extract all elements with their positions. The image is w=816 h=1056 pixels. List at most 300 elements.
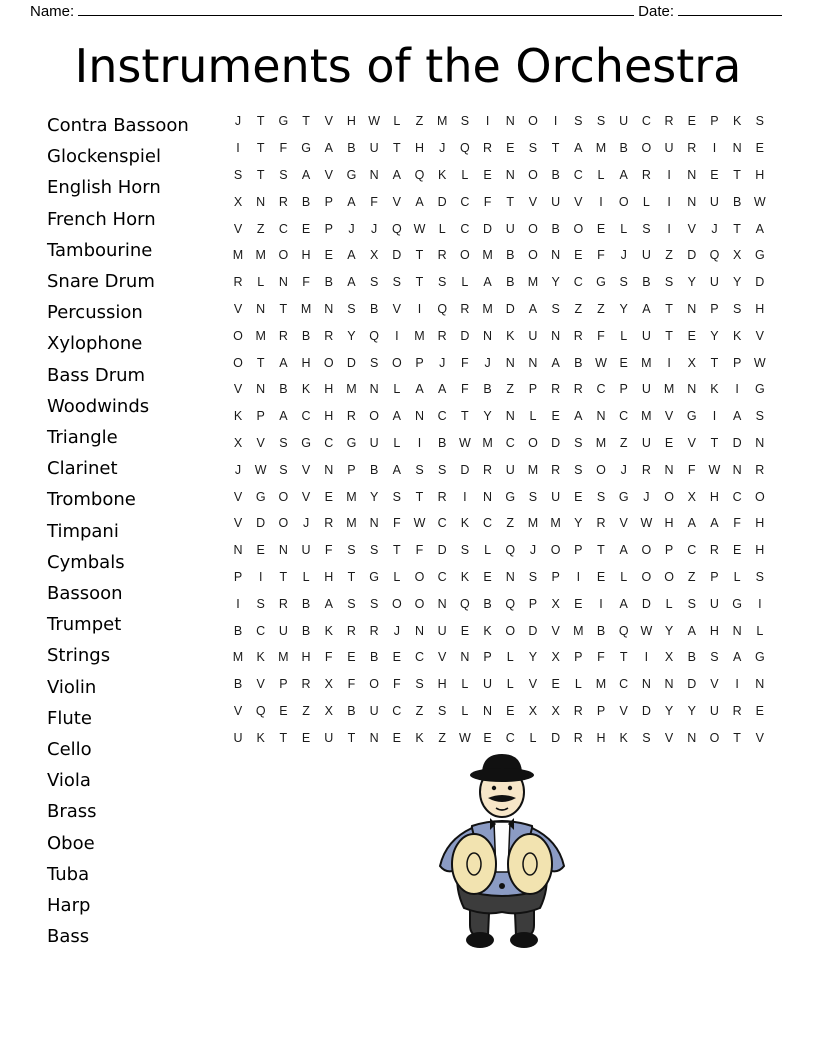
grid-cell[interactable]: P xyxy=(619,382,628,397)
grid-cell[interactable]: I xyxy=(644,650,649,665)
grid-cell[interactable]: B xyxy=(687,650,696,665)
grid-cell[interactable]: D xyxy=(437,543,447,558)
grid-cell[interactable]: N xyxy=(505,167,515,182)
grid-cell[interactable]: L xyxy=(393,114,401,129)
grid-cell[interactable]: Y xyxy=(574,516,583,531)
grid-cell[interactable]: R xyxy=(551,462,561,477)
grid-cell[interactable]: L xyxy=(529,730,537,745)
grid-cell[interactable]: T xyxy=(392,141,401,156)
grid-cell[interactable]: S xyxy=(279,167,288,182)
grid-cell[interactable]: N xyxy=(687,301,697,316)
grid-cell[interactable]: P xyxy=(279,677,288,692)
grid-cell[interactable]: Z xyxy=(415,114,424,129)
grid-cell[interactable]: T xyxy=(279,569,288,584)
grid-cell[interactable]: A xyxy=(732,650,742,665)
grid-cell[interactable]: M xyxy=(436,114,448,129)
grid-cell[interactable]: Q xyxy=(369,328,379,343)
grid-cell[interactable]: W xyxy=(708,462,721,477)
grid-cell[interactable]: S xyxy=(347,543,356,558)
grid-cell[interactable]: M xyxy=(573,623,584,638)
grid-cell[interactable]: N xyxy=(324,462,334,477)
grid-cell[interactable]: V xyxy=(551,623,560,638)
grid-cell[interactable]: M xyxy=(482,435,493,450)
grid-cell[interactable]: P xyxy=(415,355,424,370)
grid-cell[interactable]: C xyxy=(301,409,311,424)
grid-cell[interactable]: F xyxy=(347,677,356,692)
grid-cell[interactable]: S xyxy=(619,275,628,290)
grid-cell[interactable]: I xyxy=(599,596,603,611)
grid-cell[interactable]: Q xyxy=(505,543,516,558)
grid-cell[interactable]: K xyxy=(256,650,265,665)
grid-cell[interactable]: O xyxy=(369,677,379,692)
grid-cell[interactable]: T xyxy=(279,301,288,316)
grid-cell[interactable]: E xyxy=(301,730,311,745)
grid-cell[interactable]: K xyxy=(732,114,742,129)
grid-cell[interactable]: I xyxy=(712,409,717,424)
grid-cell[interactable]: G xyxy=(732,596,742,611)
grid-cell[interactable]: B xyxy=(619,141,628,156)
grid-cell[interactable]: L xyxy=(642,194,650,209)
grid-cell[interactable]: G xyxy=(346,167,357,182)
grid-cell[interactable]: H xyxy=(437,677,447,692)
grid-cell[interactable]: H xyxy=(709,623,719,638)
grid-cell[interactable]: U xyxy=(551,194,561,209)
grid-cell[interactable]: N xyxy=(483,328,493,343)
grid-cell[interactable]: M xyxy=(346,382,357,397)
grid-cell[interactable]: J xyxy=(371,221,378,236)
grid-cell[interactable]: B xyxy=(551,167,560,182)
grid-cell[interactable]: A xyxy=(483,275,492,290)
grid-cell[interactable]: A xyxy=(619,167,628,182)
grid-cell[interactable]: O xyxy=(528,167,538,182)
grid-cell[interactable]: R xyxy=(346,409,356,424)
grid-cell[interactable]: L xyxy=(302,569,310,584)
grid-cell[interactable]: P xyxy=(596,703,606,718)
grid-cell[interactable]: R xyxy=(664,114,674,129)
grid-cell[interactable]: C xyxy=(437,569,447,584)
grid-cell[interactable]: B xyxy=(301,328,311,343)
grid-cell[interactable]: V xyxy=(687,221,696,236)
grid-cell[interactable]: C xyxy=(460,221,470,236)
grid-cell[interactable]: N xyxy=(324,301,334,316)
grid-cell[interactable]: A xyxy=(301,167,311,182)
grid-cell[interactable]: G xyxy=(278,114,289,129)
grid-cell[interactable]: P xyxy=(324,221,333,236)
grid-cell[interactable]: N xyxy=(369,730,379,745)
grid-cell[interactable]: N xyxy=(551,248,561,263)
grid-cell[interactable]: K xyxy=(301,382,311,397)
grid-cell[interactable]: G xyxy=(754,382,765,397)
grid-cell[interactable]: L xyxy=(665,596,673,611)
grid-cell[interactable]: T xyxy=(665,301,673,316)
grid-cell[interactable]: B xyxy=(301,194,311,209)
grid-cell[interactable]: I xyxy=(463,489,467,504)
grid-cell[interactable]: T xyxy=(710,435,719,450)
grid-cell[interactable]: B xyxy=(483,382,492,397)
grid-cell[interactable]: T xyxy=(256,141,265,156)
grid-cell[interactable]: Z xyxy=(687,569,696,584)
grid-cell[interactable]: D xyxy=(483,221,493,236)
grid-cell[interactable]: C xyxy=(256,623,266,638)
grid-cell[interactable]: L xyxy=(574,677,582,692)
grid-cell[interactable]: S xyxy=(347,596,356,611)
grid-cell[interactable]: C xyxy=(641,114,651,129)
grid-cell[interactable]: I xyxy=(667,221,671,236)
grid-cell[interactable]: C xyxy=(505,435,515,450)
grid-cell[interactable]: U xyxy=(528,328,538,343)
grid-cell[interactable]: B xyxy=(369,301,379,316)
grid-cell[interactable]: Y xyxy=(664,703,674,718)
grid-cell[interactable]: Y xyxy=(732,275,742,290)
grid-cell[interactable]: O xyxy=(618,194,629,209)
grid-cell[interactable]: O xyxy=(460,248,470,263)
grid-cell[interactable]: A xyxy=(574,409,583,424)
grid-cell[interactable]: X xyxy=(551,596,560,611)
grid-cell[interactable]: O xyxy=(278,489,289,504)
grid-cell[interactable]: F xyxy=(279,141,288,156)
grid-cell[interactable]: D xyxy=(641,703,651,718)
grid-cell[interactable]: V xyxy=(233,301,243,316)
grid-cell[interactable]: L xyxy=(620,328,628,343)
grid-cell[interactable]: M xyxy=(232,248,244,263)
grid-cell[interactable]: Y xyxy=(528,650,538,665)
grid-cell[interactable]: O xyxy=(528,114,538,129)
grid-cell[interactable]: I xyxy=(485,114,490,129)
grid-cell[interactable]: L xyxy=(529,409,537,424)
grid-cell[interactable]: L xyxy=(620,221,628,236)
grid-cell[interactable]: S xyxy=(279,462,288,477)
grid-cell[interactable]: S xyxy=(438,275,447,290)
grid-cell[interactable]: S xyxy=(574,114,583,129)
grid-cell[interactable]: T xyxy=(551,141,560,156)
grid-cell[interactable]: J xyxy=(620,462,627,477)
grid-cell[interactable]: C xyxy=(278,221,288,236)
grid-cell[interactable]: N xyxy=(278,275,288,290)
grid-cell[interactable]: U xyxy=(641,328,651,343)
grid-cell[interactable]: E xyxy=(596,221,606,236)
grid-cell[interactable]: H xyxy=(324,569,334,584)
grid-cell[interactable]: V xyxy=(755,730,764,745)
grid-cell[interactable]: N xyxy=(414,623,425,638)
grid-cell[interactable]: R xyxy=(324,516,334,531)
grid-cell[interactable]: R xyxy=(687,141,697,156)
grid-cell[interactable]: N xyxy=(460,650,470,665)
grid-cell[interactable]: L xyxy=(620,569,628,584)
grid-cell[interactable]: L xyxy=(484,543,492,558)
grid-cell[interactable]: R xyxy=(460,301,470,316)
grid-cell[interactable]: D xyxy=(732,435,742,450)
grid-cell[interactable]: C xyxy=(324,435,334,450)
grid-cell[interactable]: V xyxy=(392,194,401,209)
grid-cell[interactable]: F xyxy=(687,462,696,477)
grid-cell[interactable]: T xyxy=(302,114,310,129)
grid-cell[interactable]: P xyxy=(574,543,583,558)
grid-cell[interactable]: J xyxy=(348,221,355,236)
grid-cell[interactable]: E xyxy=(551,409,560,424)
grid-cell[interactable]: E xyxy=(256,543,265,558)
grid-cell[interactable]: F xyxy=(597,328,605,343)
grid-cell[interactable]: N xyxy=(233,543,243,558)
grid-cell[interactable]: T xyxy=(733,221,741,236)
grid-cell[interactable]: K xyxy=(710,382,719,397)
grid-cell[interactable]: E xyxy=(664,435,674,450)
grid-cell[interactable]: R xyxy=(233,275,243,290)
grid-cell[interactable]: R xyxy=(483,141,493,156)
grid-cell[interactable]: H xyxy=(301,650,311,665)
grid-cell[interactable]: W xyxy=(254,462,267,477)
grid-cell[interactable]: E xyxy=(347,650,356,665)
grid-cell[interactable]: T xyxy=(665,328,673,343)
grid-cell[interactable]: D xyxy=(346,355,356,370)
grid-cell[interactable]: T xyxy=(415,248,424,263)
grid-cell[interactable]: G xyxy=(754,650,765,665)
grid-cell[interactable]: Q xyxy=(460,596,470,611)
grid-cell[interactable]: U xyxy=(709,703,719,718)
date-input-line[interactable] xyxy=(678,2,782,16)
grid-cell[interactable]: I xyxy=(735,382,739,397)
grid-cell[interactable]: S xyxy=(642,221,651,236)
grid-cell[interactable]: R xyxy=(483,462,493,477)
grid-cell[interactable]: M xyxy=(255,248,266,263)
grid-cell[interactable]: O xyxy=(573,221,584,236)
grid-cell[interactable]: M xyxy=(595,677,607,692)
grid-cell[interactable]: L xyxy=(506,650,514,665)
grid-cell[interactable]: S xyxy=(279,435,288,450)
grid-cell[interactable]: S xyxy=(551,301,560,316)
grid-cell[interactable]: S xyxy=(596,114,606,129)
grid-cell[interactable]: O xyxy=(233,355,243,370)
grid-cell[interactable]: R xyxy=(573,730,583,745)
grid-cell[interactable]: H xyxy=(301,248,311,263)
grid-cell[interactable]: R xyxy=(641,167,651,182)
grid-cell[interactable]: U xyxy=(483,677,493,692)
grid-cell[interactable]: O xyxy=(369,409,379,424)
grid-cell[interactable]: S xyxy=(369,355,379,370)
grid-cell[interactable]: O xyxy=(528,221,538,236)
grid-cell[interactable]: B xyxy=(324,275,333,290)
grid-cell[interactable]: F xyxy=(324,543,333,558)
grid-cell[interactable]: X xyxy=(551,650,560,665)
grid-cell[interactable]: A xyxy=(619,596,628,611)
grid-cell[interactable]: U xyxy=(709,194,719,209)
grid-cell[interactable]: R xyxy=(278,596,288,611)
grid-cell[interactable]: Y xyxy=(369,489,379,504)
grid-cell[interactable]: U xyxy=(619,114,629,129)
grid-cell[interactable]: R xyxy=(278,194,288,209)
grid-cell[interactable]: V xyxy=(233,516,243,531)
grid-cell[interactable]: G xyxy=(301,435,311,450)
grid-cell[interactable]: Q xyxy=(618,623,629,638)
grid-cell[interactable]: S xyxy=(392,489,401,504)
grid-cell[interactable]: I xyxy=(667,167,671,182)
grid-cell[interactable]: R xyxy=(278,328,288,343)
grid-cell[interactable]: S xyxy=(347,301,356,316)
grid-cell[interactable]: K xyxy=(438,167,447,182)
grid-cell[interactable]: T xyxy=(279,730,288,745)
grid-cell[interactable]: N xyxy=(483,703,493,718)
grid-cell[interactable]: D xyxy=(551,435,561,450)
grid-cell[interactable]: A xyxy=(687,516,696,531)
grid-cell[interactable]: L xyxy=(438,221,446,236)
grid-cell[interactable]: R xyxy=(732,703,742,718)
grid-cell[interactable]: W xyxy=(753,194,766,209)
grid-cell[interactable]: A xyxy=(551,355,560,370)
grid-cell[interactable]: T xyxy=(392,543,401,558)
grid-cell[interactable]: S xyxy=(574,462,583,477)
grid-cell[interactable]: N xyxy=(505,569,515,584)
grid-cell[interactable]: Z xyxy=(506,516,515,531)
grid-cell[interactable]: G xyxy=(346,435,357,450)
grid-cell[interactable]: J xyxy=(711,221,718,236)
grid-cell[interactable]: R xyxy=(641,462,651,477)
grid-cell[interactable]: A xyxy=(415,194,424,209)
grid-cell[interactable]: P xyxy=(483,650,492,665)
grid-cell[interactable]: P xyxy=(710,569,719,584)
grid-cell[interactable]: Z xyxy=(506,382,515,397)
grid-cell[interactable]: V xyxy=(687,435,696,450)
grid-cell[interactable]: C xyxy=(687,543,697,558)
grid-cell[interactable]: T xyxy=(733,167,741,182)
grid-cell[interactable]: C xyxy=(619,409,629,424)
grid-cell[interactable]: A xyxy=(732,409,742,424)
grid-cell[interactable]: H xyxy=(755,167,765,182)
grid-cell[interactable]: E xyxy=(279,703,288,718)
grid-cell[interactable]: Q xyxy=(255,703,266,718)
grid-cell[interactable]: H xyxy=(324,382,334,397)
grid-cell[interactable]: O xyxy=(641,543,652,558)
grid-cell[interactable]: B xyxy=(596,623,606,638)
grid-cell[interactable]: T xyxy=(506,194,515,209)
grid-cell[interactable]: E xyxy=(392,730,401,745)
grid-cell[interactable]: O xyxy=(278,516,289,531)
grid-cell[interactable]: Y xyxy=(483,409,492,424)
grid-cell[interactable]: I xyxy=(395,328,399,343)
grid-cell[interactable]: D xyxy=(687,248,697,263)
grid-cell[interactable]: O xyxy=(391,596,402,611)
name-input-line[interactable] xyxy=(78,2,634,16)
grid-cell[interactable]: F xyxy=(415,543,424,558)
grid-cell[interactable]: C xyxy=(437,409,447,424)
grid-cell[interactable]: N xyxy=(732,462,742,477)
grid-cell[interactable]: E xyxy=(574,248,583,263)
grid-cell[interactable]: W xyxy=(640,623,653,638)
grid-cell[interactable]: D xyxy=(641,596,651,611)
grid-cell[interactable]: S xyxy=(369,596,379,611)
grid-cell[interactable]: E xyxy=(551,677,560,692)
grid-cell[interactable]: T xyxy=(619,650,628,665)
grid-cell[interactable]: B xyxy=(369,650,379,665)
grid-cell[interactable]: B xyxy=(506,275,515,290)
grid-cell[interactable]: V xyxy=(233,489,243,504)
grid-cell[interactable]: R xyxy=(573,382,583,397)
grid-cell[interactable]: B xyxy=(301,623,311,638)
grid-cell[interactable]: Y xyxy=(347,328,356,343)
grid-cell[interactable]: W xyxy=(595,355,607,370)
grid-cell[interactable]: S xyxy=(438,703,447,718)
grid-cell[interactable]: S xyxy=(460,114,470,129)
grid-cell[interactable]: D xyxy=(505,301,515,316)
grid-cell[interactable]: W xyxy=(413,221,426,236)
grid-cell[interactable]: L xyxy=(461,677,469,692)
grid-cell[interactable]: S xyxy=(687,596,696,611)
grid-cell[interactable]: T xyxy=(710,355,719,370)
grid-cell[interactable]: G xyxy=(505,489,516,504)
grid-cell[interactable]: T xyxy=(597,543,605,558)
grid-cell[interactable]: S xyxy=(233,167,243,182)
grid-cell[interactable]: R xyxy=(551,382,561,397)
grid-cell[interactable]: T xyxy=(256,114,265,129)
grid-cell[interactable]: A xyxy=(528,301,538,316)
grid-cell[interactable]: N xyxy=(278,543,288,558)
grid-cell[interactable]: B xyxy=(233,623,243,638)
grid-cell[interactable]: Z xyxy=(438,730,446,745)
grid-cell[interactable]: O xyxy=(414,596,425,611)
grid-cell[interactable]: I xyxy=(236,596,240,611)
grid-cell[interactable]: U xyxy=(641,248,651,263)
grid-cell[interactable]: E xyxy=(324,489,333,504)
grid-cell[interactable]: J xyxy=(234,462,242,477)
grid-cell[interactable]: H xyxy=(664,516,674,531)
grid-cell[interactable]: Q xyxy=(460,141,470,156)
grid-cell[interactable]: D xyxy=(256,516,266,531)
grid-cell[interactable]: I xyxy=(258,569,263,584)
grid-cell[interactable]: F xyxy=(597,650,605,665)
grid-cell[interactable]: C xyxy=(483,516,493,531)
grid-cell[interactable]: X xyxy=(369,248,379,263)
grid-cell[interactable]: S xyxy=(755,569,764,584)
grid-cell[interactable]: F xyxy=(370,194,378,209)
grid-cell[interactable]: O xyxy=(233,328,243,343)
grid-cell[interactable]: I xyxy=(553,114,558,129)
grid-cell[interactable]: B xyxy=(551,221,560,236)
grid-cell[interactable]: O xyxy=(323,355,334,370)
grid-cell[interactable]: J xyxy=(234,114,242,129)
grid-cell[interactable]: F xyxy=(461,382,469,397)
grid-cell[interactable]: V xyxy=(619,703,628,718)
grid-cell[interactable]: K xyxy=(415,730,424,745)
grid-cell[interactable]: V xyxy=(301,489,311,504)
grid-cell[interactable]: U xyxy=(324,730,334,745)
grid-cell[interactable]: R xyxy=(573,703,583,718)
grid-cell[interactable]: O xyxy=(596,462,606,477)
grid-cell[interactable]: B xyxy=(438,435,447,450)
grid-cell[interactable]: V xyxy=(664,409,674,424)
grid-cell[interactable]: M xyxy=(346,516,357,531)
grid-cell[interactable]: S xyxy=(438,462,447,477)
grid-cell[interactable]: U xyxy=(278,623,288,638)
grid-cell[interactable]: X xyxy=(664,650,674,665)
grid-cell[interactable]: R xyxy=(437,248,447,263)
grid-cell[interactable]: K xyxy=(619,730,628,745)
grid-cell[interactable]: B xyxy=(347,141,356,156)
grid-cell[interactable]: Z xyxy=(665,248,673,263)
grid-cell[interactable]: L xyxy=(597,167,605,182)
grid-cell[interactable]: A xyxy=(687,623,696,638)
grid-cell[interactable]: C xyxy=(573,167,583,182)
grid-cell[interactable]: C xyxy=(619,677,629,692)
grid-cell[interactable]: N xyxy=(551,328,561,343)
grid-cell[interactable]: R xyxy=(437,489,447,504)
grid-cell[interactable]: A xyxy=(574,141,583,156)
grid-cell[interactable]: L xyxy=(393,569,401,584)
grid-cell[interactable]: S xyxy=(369,275,379,290)
grid-cell[interactable]: S xyxy=(596,489,606,504)
grid-cell[interactable]: V xyxy=(256,435,265,450)
grid-cell[interactable]: V xyxy=(392,301,401,316)
grid-cell[interactable]: C xyxy=(505,730,515,745)
grid-cell[interactable]: T xyxy=(461,409,469,424)
grid-cell[interactable]: N xyxy=(414,409,425,424)
